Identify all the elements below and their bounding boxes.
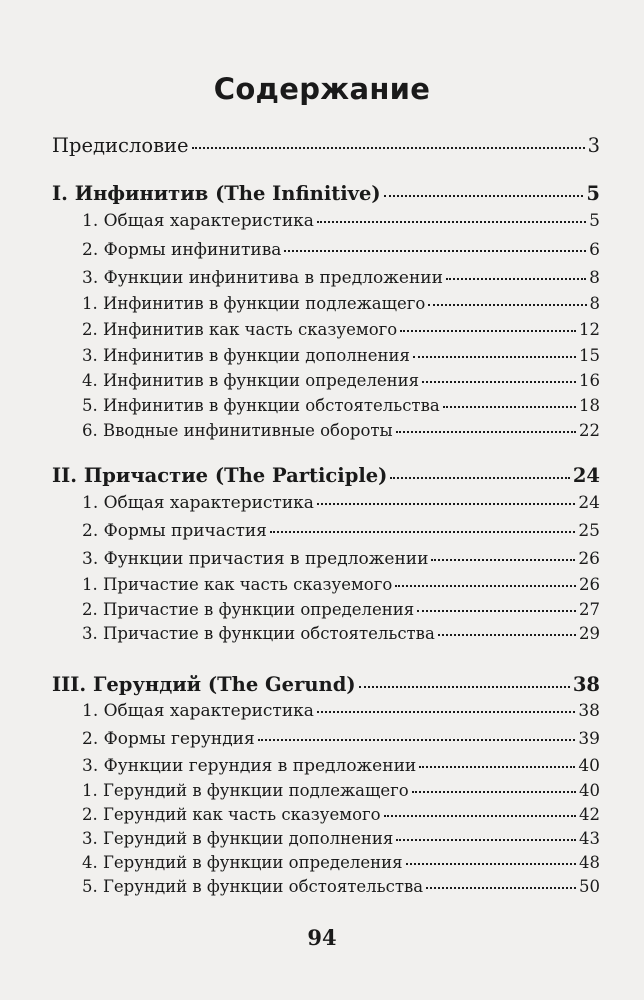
- dot-leader: [384, 195, 584, 197]
- toc-entry-subsection[interactable]: [52, 829, 600, 848]
- toc-entry-page: 39: [578, 729, 600, 749]
- toc-entry-page: 40: [578, 756, 600, 776]
- toc-entry-label: II. Причастие (The Participle): [52, 464, 388, 487]
- toc-entry-subsection[interactable]: [52, 624, 600, 643]
- dot-leader: [419, 766, 575, 768]
- page-number: 94: [307, 925, 337, 950]
- toc-entry-page: 40: [579, 781, 600, 800]
- dot-leader: [400, 330, 576, 332]
- toc-entry-subsection[interactable]: [52, 781, 600, 800]
- dot-leader: [417, 610, 576, 612]
- page-title: Содержание: [213, 72, 431, 106]
- toc-entry-page: 26: [578, 549, 600, 569]
- toc-entry-subsection[interactable]: [52, 805, 600, 824]
- toc-entry-label: 5. Герундий в функции обстоятельства: [82, 877, 424, 896]
- toc-entry-section[interactable]: [52, 521, 600, 541]
- toc-entry-label: 1. Общая характеристика: [82, 211, 314, 231]
- toc-entry-page: 27: [579, 600, 600, 619]
- toc-entry-label: 3. Инфинитив в функции дополнения: [82, 346, 410, 365]
- toc-entry-label: 1. Общая характеристика: [82, 701, 314, 721]
- toc-entry-page: 38: [578, 701, 600, 721]
- dot-leader: [395, 585, 576, 587]
- dot-leader: [390, 477, 569, 479]
- toc-entry-label: 1. Причастие как часть сказуемого: [82, 575, 393, 594]
- toc-entry-subsection[interactable]: [52, 877, 600, 896]
- toc-entry-label: 3. Функции герундия в предложении: [82, 756, 417, 776]
- toc-entry-section[interactable]: [52, 756, 600, 776]
- toc-entry-subsection[interactable]: [52, 320, 600, 339]
- toc-entry-page: 50: [579, 877, 600, 896]
- toc-entry-subsection[interactable]: [52, 421, 600, 440]
- toc-entry-page: 26: [579, 575, 600, 594]
- toc-entry-page: 42: [579, 805, 600, 824]
- toc-entry-page: 24: [572, 464, 600, 487]
- toc-entry-label: 6. Вводные инфинитивные обороты: [82, 421, 393, 440]
- toc-entry-chapter-participle[interactable]: [52, 464, 600, 487]
- toc-entry-label: 1. Общая характеристика: [82, 493, 314, 513]
- toc-entry-subsection[interactable]: [52, 294, 600, 313]
- toc-entry-section[interactable]: [52, 240, 600, 260]
- toc-entry-page: 6: [589, 240, 600, 260]
- dot-leader: [438, 634, 576, 636]
- toc-entry-page: 29: [579, 624, 600, 643]
- toc-entry-subsection[interactable]: [52, 396, 600, 415]
- toc-entry-section[interactable]: [52, 701, 600, 721]
- dot-leader: [317, 711, 575, 713]
- dot-leader: [270, 531, 575, 533]
- toc-entry-label: 3. Функции причастия в предложении: [82, 549, 429, 569]
- toc-entry-page: 5: [589, 211, 600, 231]
- dot-leader: [317, 503, 575, 505]
- toc-entry-label: I. Инфинитив (The Infinitive): [52, 182, 381, 205]
- toc-entry-chapter-infinitive[interactable]: [52, 182, 600, 205]
- toc-entry-section[interactable]: [52, 268, 600, 288]
- dot-leader: [446, 278, 586, 280]
- toc-entry-section[interactable]: [52, 211, 600, 231]
- dot-leader: [426, 887, 576, 889]
- dot-leader: [192, 147, 585, 149]
- dot-leader: [396, 431, 576, 433]
- toc-entry-label: 4. Инфинитив в функции определения: [82, 371, 420, 390]
- toc-entry-label: 2. Формы причастия: [82, 521, 267, 541]
- toc-entry-page: 12: [579, 320, 600, 339]
- toc-entry-label: 2. Причастие в функции определения: [82, 600, 415, 619]
- toc-entry-label: 1. Герундий в функции подлежащего: [82, 781, 409, 800]
- toc-entry-label: 3. Функции инфинитива в предложении: [82, 268, 443, 288]
- toc-entry-page: 16: [579, 371, 600, 390]
- toc-entry-label: 2. Инфинитив как часть сказуемого: [82, 320, 398, 339]
- toc-entry-page: 24: [578, 493, 600, 513]
- toc-entry-section[interactable]: [52, 493, 600, 513]
- toc-entry-page: 25: [578, 521, 600, 541]
- toc-entry-label: 1. Инфинитив в функции подлежащего: [82, 294, 426, 313]
- dot-leader: [443, 406, 576, 408]
- dot-leader: [284, 250, 586, 252]
- toc-entry-subsection[interactable]: [52, 371, 600, 390]
- toc-entry-page: 5: [586, 182, 600, 205]
- toc-entry-subsection[interactable]: [52, 600, 600, 619]
- toc-entry-section[interactable]: [52, 549, 600, 569]
- toc-entry-chapter-gerund[interactable]: [52, 673, 600, 696]
- dot-leader: [384, 815, 576, 817]
- toc-entry-label: 3. Герундий в функции дополнения: [82, 829, 394, 848]
- toc-entry-label: 4. Герундий в функции определения: [82, 853, 403, 872]
- dot-leader: [317, 221, 586, 223]
- dot-leader: [422, 381, 576, 383]
- dot-leader: [431, 559, 575, 561]
- toc-entry-page: 43: [579, 829, 600, 848]
- toc-entry-label: 2. Формы герундия: [82, 729, 255, 749]
- toc-entry-label: 5. Инфинитив в функции обстоятельства: [82, 396, 440, 415]
- toc-entry-label: 3. Причастие в функции обстоятельства: [82, 624, 435, 643]
- toc-entry-page: 8: [589, 294, 600, 313]
- toc-entry-subsection[interactable]: [52, 575, 600, 594]
- toc-entry-section[interactable]: [52, 729, 600, 749]
- toc-entry-page: 18: [579, 396, 600, 415]
- dot-leader: [428, 304, 586, 306]
- toc-entry-subsection[interactable]: [52, 346, 600, 365]
- dot-leader: [406, 863, 577, 865]
- toc-entry-page: 48: [579, 853, 600, 872]
- toc-entry-page: 38: [572, 673, 600, 696]
- toc-entry-label: Предисловие: [52, 134, 189, 157]
- toc-entry-label: 2. Герундий как часть сказуемого: [82, 805, 381, 824]
- toc-entry-page: 15: [579, 346, 600, 365]
- toc-entry-label: III. Герундий (The Gerund): [52, 673, 356, 696]
- toc-entry-subsection[interactable]: [52, 853, 600, 872]
- toc-entry-page: 3: [587, 134, 600, 157]
- toc-entry-page: 22: [579, 421, 600, 440]
- dot-leader: [359, 686, 570, 688]
- toc-entry-label: 2. Формы инфинитива: [82, 240, 282, 260]
- dot-leader: [412, 791, 576, 793]
- dot-leader: [413, 356, 576, 358]
- dot-leader: [396, 839, 576, 841]
- toc-entry-preface[interactable]: [52, 134, 600, 157]
- dot-leader: [258, 739, 576, 741]
- toc-entry-page: 8: [589, 268, 600, 288]
